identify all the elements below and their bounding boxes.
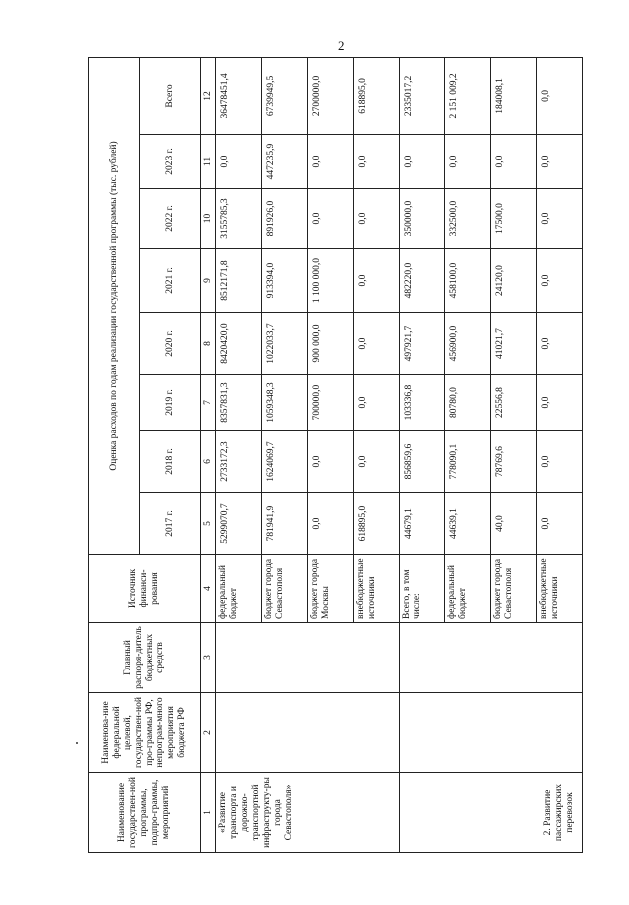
funding-source-cell: внебюджетные источники <box>353 555 399 623</box>
value-cell: 44639,1 <box>445 493 491 555</box>
value-cell: 700000,0 <box>307 375 353 431</box>
column-number: 3 <box>201 623 216 693</box>
value-cell: 0,0 <box>537 493 583 555</box>
empty-cell <box>216 623 400 693</box>
value-cell: 1059348,3 <box>261 375 307 431</box>
program-expenses-table <box>88 57 583 853</box>
value-cell: 0,0 <box>445 135 491 189</box>
column-number: 8 <box>201 313 216 375</box>
header-funding-source: Источник финанси-рования <box>89 555 201 623</box>
header-year: 2017 г. <box>140 493 201 555</box>
value-cell: 8512171,8 <box>216 249 262 313</box>
column-number: 5 <box>201 493 216 555</box>
value-cell: 0,0 <box>353 135 399 189</box>
value-cell: 0,0 <box>353 431 399 493</box>
subprogram-name-cell: 2. Развитие пассажирских перевозок <box>399 773 583 853</box>
funding-source-cell: федеральный бюджет <box>445 555 491 623</box>
header-year: 2021 г. <box>140 249 201 313</box>
value-cell: 0,0 <box>399 135 445 189</box>
value-cell: 22556,8 <box>491 375 537 431</box>
program-name-cell: «Развитие транспорта и дорожно-транспортной инфраструкту-ры города Севастополя» <box>216 773 400 853</box>
value-cell: 0,0 <box>353 375 399 431</box>
value-cell: 0,0 <box>537 431 583 493</box>
scan-dot <box>76 742 78 744</box>
value-cell: 913394,0 <box>261 249 307 313</box>
header-year: 2020 г. <box>140 313 201 375</box>
value-cell: 0,0 <box>307 431 353 493</box>
total-cell: 6739949,5 <box>261 57 307 134</box>
value-cell: 1022033,7 <box>261 313 307 375</box>
value-cell: 3155785,3 <box>216 189 262 249</box>
value-cell: 2733172,3 <box>216 431 262 493</box>
value-cell: 856859,6 <box>399 431 445 493</box>
total-cell: 0,0 <box>537 57 583 134</box>
table-row <box>399 57 445 852</box>
value-cell: 0,0 <box>353 189 399 249</box>
value-cell: 0,0 <box>537 249 583 313</box>
value-cell: 0,0 <box>491 135 537 189</box>
column-number: 7 <box>201 375 216 431</box>
value-cell: 0,0 <box>537 375 583 431</box>
value-cell: 0,0 <box>307 189 353 249</box>
value-cell: 44679,1 <box>399 493 445 555</box>
value-cell: 80780,0 <box>445 375 491 431</box>
value-cell: 458100,0 <box>445 249 491 313</box>
column-number: 12 <box>201 57 216 134</box>
column-number: 2 <box>201 693 216 773</box>
header-program-name: Наименование государствен-ной программы, подпро-граммы, мероприятий <box>89 773 201 853</box>
header-year: 2023 г. <box>140 135 201 189</box>
value-cell: 1 100 000,0 <box>307 249 353 313</box>
value-cell: 0,0 <box>307 493 353 555</box>
value-cell: 1624069,7 <box>261 431 307 493</box>
value-cell: 447235,9 <box>261 135 307 189</box>
value-cell: 0,0 <box>353 249 399 313</box>
value-cell: 0,0 <box>537 313 583 375</box>
column-number: 4 <box>201 555 216 623</box>
header-expense-estimate: Оценка расходов по годам реализации государственной программы (тыс. рублей) <box>89 57 140 554</box>
value-cell: 0,0 <box>216 135 262 189</box>
header-year: 2022 г. <box>140 189 201 249</box>
value-cell: 482220,0 <box>399 249 445 313</box>
total-cell: 184008,1 <box>491 57 537 134</box>
value-cell: 332500,0 <box>445 189 491 249</box>
funding-source-cell: Всего, в том числе: <box>399 555 445 623</box>
header-federal-program: Наименова-ние федеральной целевой, государствен-ной про-граммы РФ, непрограм-много мероприятия бюджета РФ <box>89 693 201 773</box>
value-cell: 781941,9 <box>261 493 307 555</box>
header-year: 2018 г. <box>140 431 201 493</box>
value-cell: 8420420,0 <box>216 313 262 375</box>
value-cell: 778090,1 <box>445 431 491 493</box>
funding-source-cell: бюджет города Севастополя <box>491 555 537 623</box>
value-cell: 0,0 <box>537 135 583 189</box>
value-cell: 891926,0 <box>261 189 307 249</box>
value-cell: 41021,7 <box>491 313 537 375</box>
column-number: 10 <box>201 189 216 249</box>
value-cell: 618895,0 <box>353 493 399 555</box>
value-cell: 103336,8 <box>399 375 445 431</box>
value-cell: 17500,0 <box>491 189 537 249</box>
funding-source-cell: бюджет города Москвы <box>307 555 353 623</box>
funding-source-cell: федеральный бюджет <box>216 555 262 623</box>
value-cell: 0,0 <box>353 313 399 375</box>
value-cell: 350000,0 <box>399 189 445 249</box>
value-cell: 8357831,3 <box>216 375 262 431</box>
column-number: 1 <box>201 773 216 853</box>
header-total: Всего <box>140 57 201 134</box>
funding-source-cell: внебюджетные источники <box>537 555 583 623</box>
total-cell: 36478451,4 <box>216 57 262 134</box>
total-cell: 2700000,0 <box>307 57 353 134</box>
table-container <box>88 58 583 853</box>
empty-cell <box>216 693 400 773</box>
value-cell: 0,0 <box>537 189 583 249</box>
value-cell: 5299070,7 <box>216 493 262 555</box>
value-cell: 40,0 <box>491 493 537 555</box>
empty-cell <box>399 693 583 773</box>
empty-cell <box>399 623 583 693</box>
total-cell: 618895,0 <box>353 57 399 134</box>
column-number-row <box>201 57 216 852</box>
value-cell: 0,0 <box>307 135 353 189</box>
page-number: 2 <box>338 38 345 53</box>
value-cell: 24120,0 <box>491 249 537 313</box>
total-cell: 2 151 009,2 <box>445 57 491 134</box>
value-cell: 900 000,0 <box>307 313 353 375</box>
column-number: 9 <box>201 249 216 313</box>
rotated-table <box>88 58 583 853</box>
total-cell: 2335017,2 <box>399 57 445 134</box>
value-cell: 497921,7 <box>399 313 445 375</box>
funding-source-cell: бюджет города Севастополя <box>261 555 307 623</box>
header-budget-manager: Главный распоря-дитель бюджетных средств <box>89 623 201 693</box>
value-cell: 78769,6 <box>491 431 537 493</box>
table-row <box>216 57 262 852</box>
column-number: 6 <box>201 431 216 493</box>
header-year: 2019 г. <box>140 375 201 431</box>
column-number: 11 <box>201 135 216 189</box>
value-cell: 456900,0 <box>445 313 491 375</box>
